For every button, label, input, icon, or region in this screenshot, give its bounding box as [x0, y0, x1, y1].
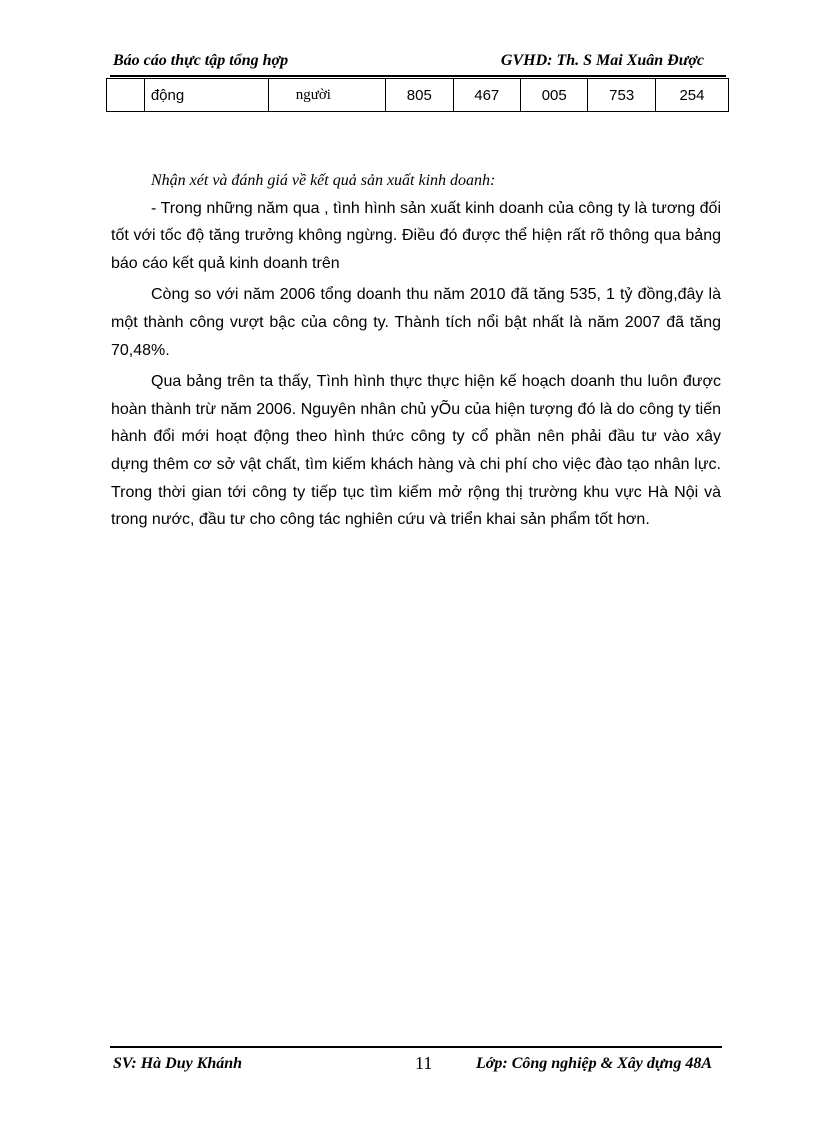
table-cell: 467 [453, 79, 520, 112]
page-header [110, 51, 726, 77]
data-table [106, 78, 729, 112]
table-cell: 805 [386, 79, 453, 112]
section-heading: Nhận xét và đánh giá về kết quả sản xuất kinh doanh: [151, 172, 496, 189]
supervisor: GVHD: Th. S Mai Xuân Được [500, 52, 704, 69]
page-number: 11 [415, 1053, 433, 1073]
table-cell: động [144, 79, 268, 112]
table-cell: người [268, 79, 385, 112]
class-name: Lớp: Công nghiệp & Xây dựng 48A [476, 1055, 712, 1072]
table-cell: 753 [588, 79, 655, 112]
body-text [111, 167, 721, 534]
table-cell: 254 [655, 79, 728, 112]
paragraph: Còng so với năm 2006 tổng doanh thu năm 2010 đã tăng 535, 1 tỷ đồng,đây là một thành công vượt bậc của công ty. Thành tích nổi bật nhất là năm 2007 đã tăng 70,48%. [111, 286, 721, 359]
table-row [107, 79, 729, 112]
paragraph: Qua bảng trên ta thấy, Tình hình thực thực hiện kế hoạch doanh thu luôn được hoàn thành trừ năm 2006. Nguyên nhân chủ yÕu của hiện tượng đó là do công ty tiến hành đổi mới hoạt động theo hình thức công ty cổ phần nên phải đầu tư vào xây dựng thêm cơ sở vật chất, tìm kiếm khách hàng và chi phí cho việc đào tạo nhân lực. Trong thời gian tới công ty tiếp tục tìm kiếm mở rộng thị trường khu vực Hà Nội và trong nước, đầu tư cho công tác nghiên cứu và triển khai sản phẩm tốt hơn. [111, 373, 721, 529]
paragraph: - Trong những năm qua , tình hình sản xuất kinh doanh của công ty là tương đối tốt với tốc độ tăng trưởng không ngừng. Điều đó được thể hiện rất rõ thông qua bảng báo cáo kết quả kinh doanh trên [111, 199, 721, 272]
report-title: Báo cáo thực tập tổng hợp [113, 52, 289, 69]
table-cell [107, 79, 145, 112]
table-cell: 005 [521, 79, 588, 112]
student-name: SV: Hà Duy Khánh [113, 1055, 243, 1072]
page-footer [110, 1046, 722, 1078]
